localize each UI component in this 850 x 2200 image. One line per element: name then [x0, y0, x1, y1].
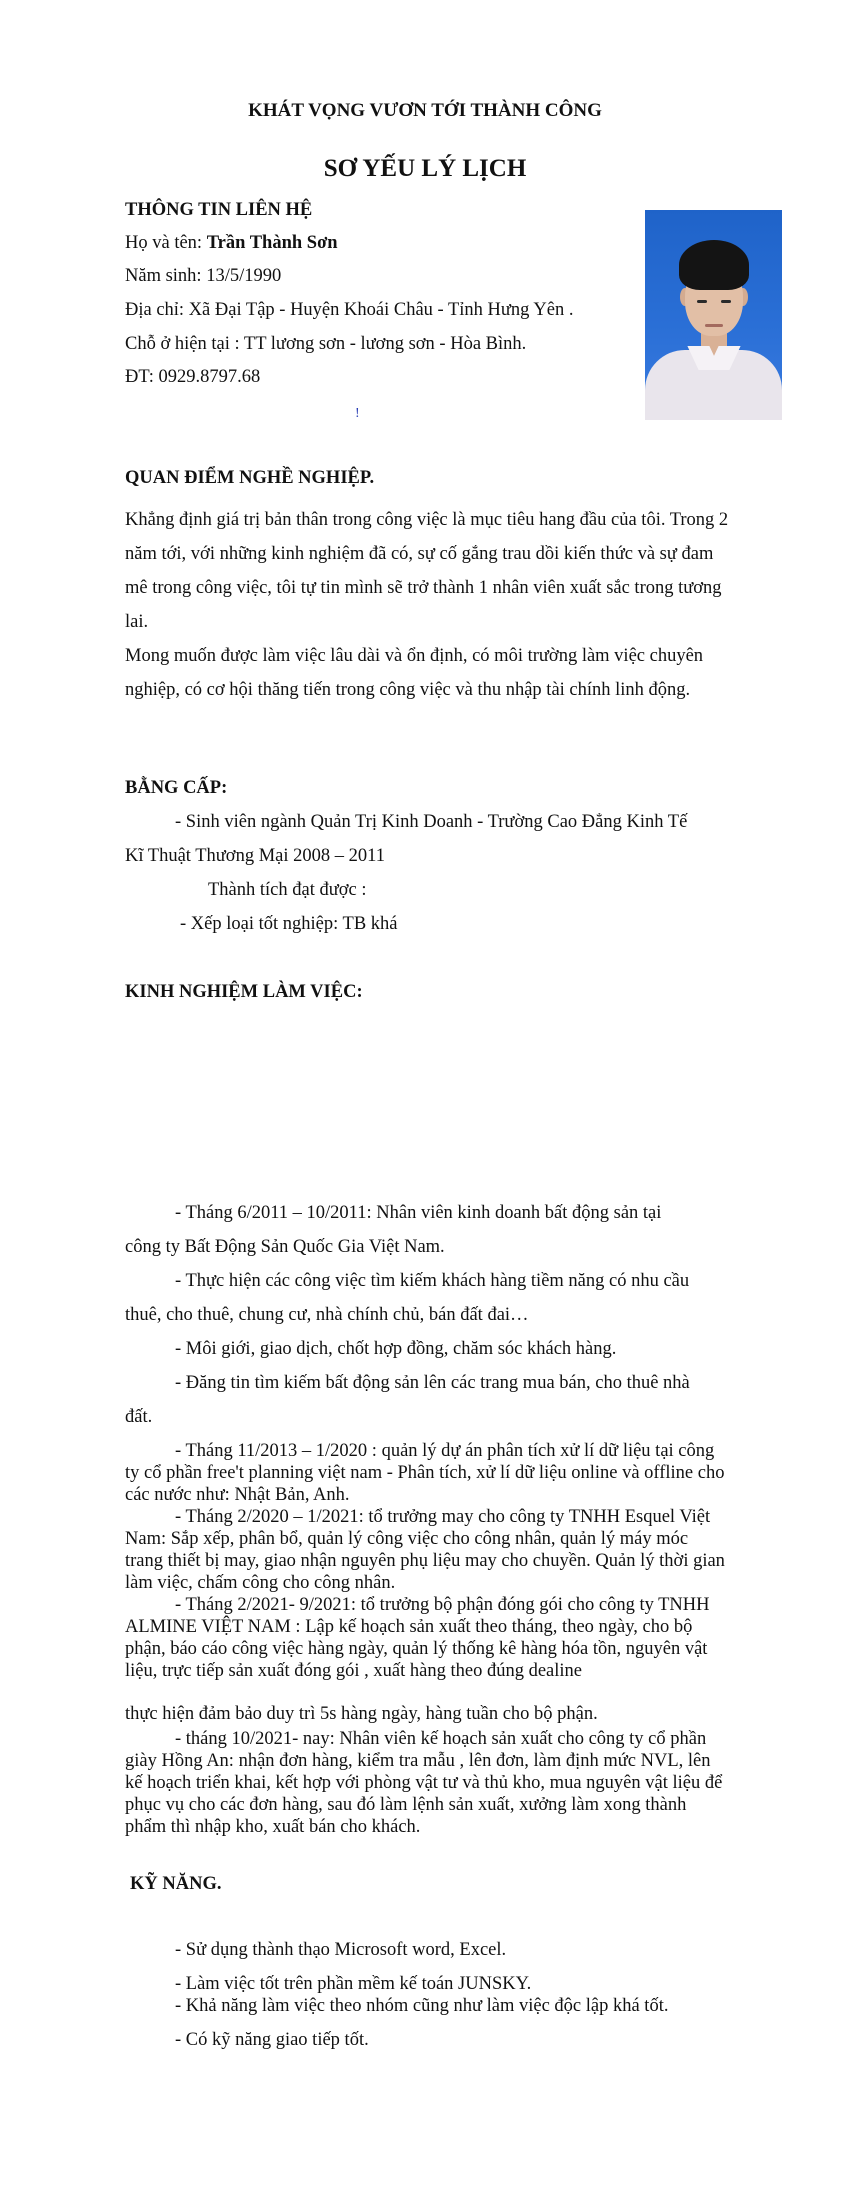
name-line — [125, 233, 338, 254]
career-view-paragraph-1: Khẳng định giá trị bản thân trong công việc là mục tiêu hang đầu của tôi. Trong 2 năm tới, với những kinh nghiệm đã có, sự cố gắng trau dồi kiến thức và sự đam mê trong công việc, tôi tự tin mình sẽ trở thành 1 nhân viên xuất sắc trong tương lai. — [125, 510, 729, 632]
experience-item-3: - Môi giới, giao dịch, chốt hợp đồng, chăm sóc khách hàng. — [175, 1339, 617, 1359]
page-title: SƠ YẾU LÝ LỊCH — [323, 155, 527, 182]
experience-item-7-cont: thực hiện đảm bảo duy trì 5s hàng ngày, hàng tuần cho bộ phận. — [125, 1704, 598, 1724]
achievement-label: Thành tích đạt được : — [208, 880, 367, 900]
skills-heading: KỸ NĂNG. — [130, 1874, 222, 1894]
phone-number: ĐT: 0929.8797.68 — [125, 367, 261, 387]
skill-item-2: - Làm việc tốt trên phần mềm kế toán JUNSKY. — [175, 1974, 532, 1994]
graduation-grade: - Xếp loại tốt nghiệp: TB khá — [180, 914, 398, 934]
experience-item-8: - tháng 10/2021- nay: Nhân viên kế hoạch sản xuất cho công ty cổ phần giày Hồng An: nhận đơn hàng, kiểm tra mẫu , lên đơn, làm định mức NVL, lên kế hoạch triển khai, kết hợp với phòng vật tư và thủ kho, mua nguyên vật liệu để phục vụ cho các đơn hàng, sau đó làm lệnh sản xuất, xưởng làm xong thành phẩm thì nhập kho, xuất bán cho khách. — [125, 1729, 723, 1837]
experience-item-6: - Tháng 2/2020 – 1/2021: tổ trưởng may cho công ty TNHH Esquel Việt Nam: Sắp xếp, phân bổ, quản lý công việc cho công nhân, quản lý máy móc trang thiết bị may, giao nhận nguyên phụ liệu may cho chuyền. Quản lý thời gian làm việc, chấm công cho công nhân. — [125, 1507, 725, 1593]
address: Địa chỉ: Xã Đại Tập - Huyện Khoái Châu - Tỉnh Hưng Yên . — [125, 300, 574, 320]
skill-item-4: - Có kỹ năng giao tiếp tốt. — [175, 2030, 369, 2050]
experience-item-2-cont: thuê, cho thuê, chung cư, nhà chính chủ, bán đất đai… — [125, 1305, 529, 1325]
degree-line-2: Kĩ Thuật Thương Mại 2008 – 2011 — [125, 846, 385, 866]
experience-item-2: - Thực hiện các công việc tìm kiếm khách hàng tiềm năng có nhu cầu — [175, 1271, 690, 1291]
experience-item-5: - Tháng 11/2013 – 1/2020 : quản lý dự án phân tích xử lí dữ liệu tại công ty cổ phần free't planning việt nam - Phân tích, xử lí dữ liệu online và offline cho các nước như: Nhật Bản, Anh. — [125, 1441, 725, 1505]
current-residence: Chỗ ở hiện tại : TT lương sơn - lương sơn - Hòa Bình. — [125, 334, 527, 354]
profile-photo — [645, 210, 782, 420]
experience-item-1-cont: công ty Bất Động Sản Quốc Gia Việt Nam. — [125, 1237, 445, 1257]
skill-item-3: - Khả năng làm việc theo nhóm cũng như làm việc độc lập khá tốt. — [175, 1996, 669, 2016]
experience-item-4-cont: đất. — [125, 1407, 153, 1427]
degree-line-1: - Sinh viên ngành Quản Trị Kinh Doanh - Trường Cao Đẳng Kinh Tế — [175, 812, 688, 832]
contact-heading: THÔNG TIN LIÊN HỆ — [125, 200, 313, 220]
full-name: Trần Thành Sơn — [206, 233, 338, 253]
career-view-heading: QUAN ĐIỂM NGHỀ NGHIỆP. — [125, 468, 375, 488]
experience-item-7: - Tháng 2/2021- 9/2021: tổ trưởng bộ phận đóng gói cho công ty TNHH ALMINE VIỆT NAM : Lập kế hoạch sản xuất theo tháng, theo ngày, cho bộ phận, báo cáo công việc hàng ngày, quản lý thống kê hàng hóa tồn, nguyên vật liệu, trực tiếp sản xuất đóng gói , xuất hàng theo đúng dealine — [125, 1595, 710, 1681]
career-view-paragraph-2: Mong muốn được làm việc lâu dài và ổn định, có môi trường làm việc chuyên nghiệp, có cơ hội thăng tiến trong công việc và thu nhập tài chính linh động. — [125, 646, 704, 700]
name-label: Họ và tên: — [125, 233, 207, 253]
birth-date: Năm sinh: 13/5/1990 — [125, 266, 282, 286]
experience-item-1: - Tháng 6/2011 – 10/2011: Nhân viên kinh doanh bất động sản tại — [175, 1203, 662, 1223]
experience-heading: KINH NGHIỆM LÀM VIỆC: — [125, 982, 363, 1002]
skill-item-1: - Sử dụng thành thạo Microsoft word, Excel. — [175, 1940, 507, 1960]
link-marker: ! — [355, 406, 360, 421]
degree-heading: BẰNG CẤP: — [125, 778, 228, 798]
slogan: KHÁT VỌNG VƯƠN TỚI THÀNH CÔNG — [248, 100, 602, 121]
experience-item-4: - Đăng tin tìm kiếm bất động sản lên các trang mua bán, cho thuê nhà — [175, 1373, 690, 1393]
